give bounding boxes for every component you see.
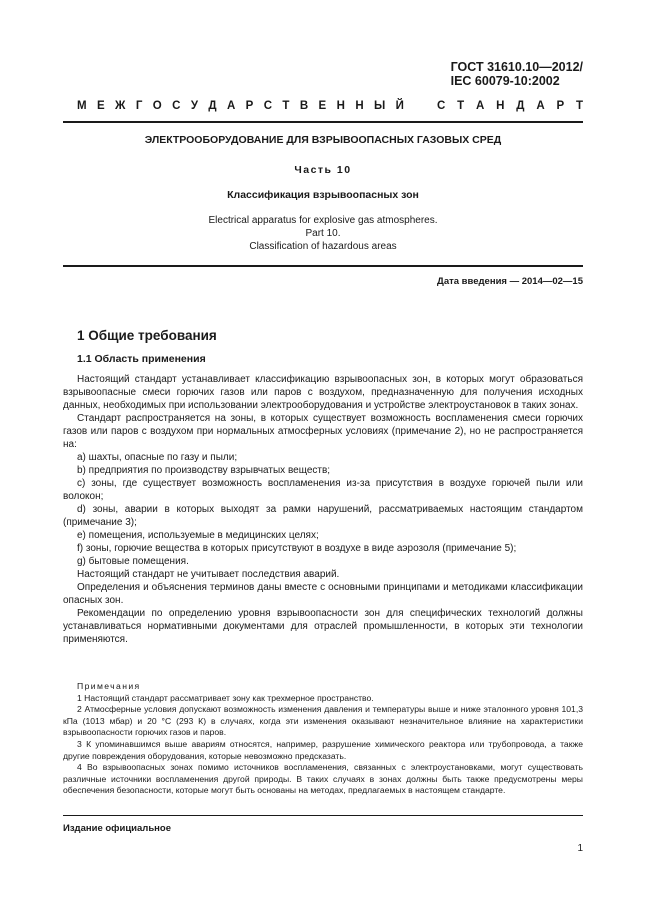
heading-letter: Т <box>575 100 583 112</box>
heading-letter: Д <box>516 100 525 112</box>
list-item: b) предприятия по производству взрывчатых веществ; <box>77 465 331 476</box>
english-title-line1: Electrical apparatus for explosive gas atmospheres. <box>208 215 438 226</box>
heading-letter: Е <box>318 100 327 112</box>
interstate-word <box>77 100 404 112</box>
heading-letter: У <box>190 100 198 112</box>
list-item: a) шахты, опасные по газу и пыли; <box>77 452 238 463</box>
section-heading: 1 Общие требования <box>77 328 217 343</box>
heading-letter: Г <box>135 100 143 112</box>
heading-letter: Р <box>245 100 254 112</box>
gost-code-line2: IEC 60079-10:2002 <box>450 74 560 88</box>
official-edition-label: Издание официальное <box>63 823 171 834</box>
heading-letter: Й <box>395 100 404 112</box>
header-rule <box>63 121 583 123</box>
standard-designation <box>451 60 583 88</box>
document-title: ЭЛЕКТРООБОРУДОВАНИЕ ДЛЯ ВЗРЫВООПАСНЫХ ГАЗОВЫХ СРЕД <box>144 134 502 146</box>
heading-letter: Н <box>355 100 364 112</box>
heading-letter: М <box>77 100 87 112</box>
paragraph: Рекомендации по определению уровня взрывоопасности зон для специфических технологий должны устанавливаться нормативными документами для отраслей промышленности, в которых эти технологии применяются. <box>63 608 583 645</box>
heading-letter: Т <box>282 100 290 112</box>
heading-letter: Р <box>556 100 565 112</box>
heading-letter: Н <box>496 100 505 112</box>
english-title-line3: Classification of hazardous areas <box>249 241 397 252</box>
heading-letter: О <box>152 100 162 112</box>
subsection-heading: 1.1 Область применения <box>77 353 206 365</box>
list-item: d) зоны, аварии в которых выходят за рамки нарушений, рассматриваемых настоящим стандартом (примечание 3); <box>63 504 583 528</box>
document-subtitle: Классификация взрывоопасных зон <box>227 189 419 201</box>
heading-letter: Н <box>336 100 345 112</box>
interstate-standard-heading <box>77 100 583 112</box>
english-title <box>63 214 583 253</box>
gost-code-line1: ГОСТ 31610.10—2012/ <box>450 60 583 74</box>
page-number: 1 <box>577 843 583 854</box>
introduction-date: Дата введения — 2014—02—15 <box>437 276 583 287</box>
standard-word <box>437 100 583 112</box>
heading-letter: Ы <box>374 100 386 112</box>
body-text <box>63 373 583 646</box>
heading-letter: Е <box>96 100 105 112</box>
list-item: c) зоны, где существует возможность воспламенения из-за присутствия в воздухе горючей пыли или волокон; <box>63 478 583 502</box>
footer-rule <box>63 815 583 816</box>
list-item: e) помещения, используемые в медицинских целях; <box>77 530 319 541</box>
heading-letter: Ж <box>115 100 126 112</box>
heading-letter: В <box>299 100 309 112</box>
heading-letter: С <box>263 100 273 112</box>
list-item: f) зоны, горючие вещества в которых присутствуют в воздухе в виде аэрозоля (примечание 5); <box>77 543 517 554</box>
english-title-line2: Part 10. <box>305 228 341 239</box>
heading-letter: А <box>476 100 485 112</box>
note-item: 3 К упоминавшимся выше авариям относятся, например, разрушение химического реактора или трубопровода, а также другие повреждения оборудования, которые невозможно предсказать. <box>63 738 583 761</box>
note-item: 2 Атмосферные условия допускают возможность изменения давления и температуры выше и ниже эталонного уровня 101,3 кПа (1013 мбар) и 20 °С (293 К) в случаях, когда эти изменения оказывают незначительное влияние на характеристики взрывоопасности горючих газов и паров. <box>63 704 583 738</box>
heading-letter: А <box>536 100 545 112</box>
paragraph: Настоящий стандарт не учитывает последствия аварий. <box>77 569 340 580</box>
notes-heading: Примечания <box>77 681 141 691</box>
heading-letter: С <box>437 100 446 112</box>
heading-letter: А <box>226 100 236 112</box>
heading-letter: Т <box>457 100 465 112</box>
paragraph: Стандарт распространяется на зоны, в которых существует возможность воспламенения смеси горючих газов или паров с воздухом при нормальных атмосферных условиях (примечание 2), но не распространяется на: <box>63 413 583 450</box>
heading-letter: Д <box>208 100 217 112</box>
heading-letter: С <box>172 100 181 112</box>
title-rule <box>63 265 583 267</box>
notes-block <box>63 681 583 797</box>
note-item: 1 Настоящий стандарт рассматривает зону как трехмерное пространство. <box>77 692 374 703</box>
note-item: 4 Во взрывоопасных зонах помимо источников воспламенения, связанных с электроустановками, могут существовать различные источники воспламенения другой природы. В таких случаях в зонах должны быть также предусмотрены меры обеспечения безопасности, которые могут быть основаны на методах, предлагаемых в настоящем стандарте. <box>63 762 583 796</box>
paragraph: Настоящий стандарт устанавливает классификацию взрывоопасных зон, в которых могут образоваться взрывоопасные смеси горючих газов или паров с воздухом, предназначенную для получения исходных данных, необходимых при использовании электрооборудования и устройстве электроустановок в таких зонах. <box>63 374 583 411</box>
list-item: g) бытовые помещения. <box>77 556 189 567</box>
paragraph: Определения и объяснения терминов даны вместе с основными принципами и методиками классификации опасных зон. <box>63 582 583 606</box>
part-number: Часть 10 <box>294 164 352 176</box>
